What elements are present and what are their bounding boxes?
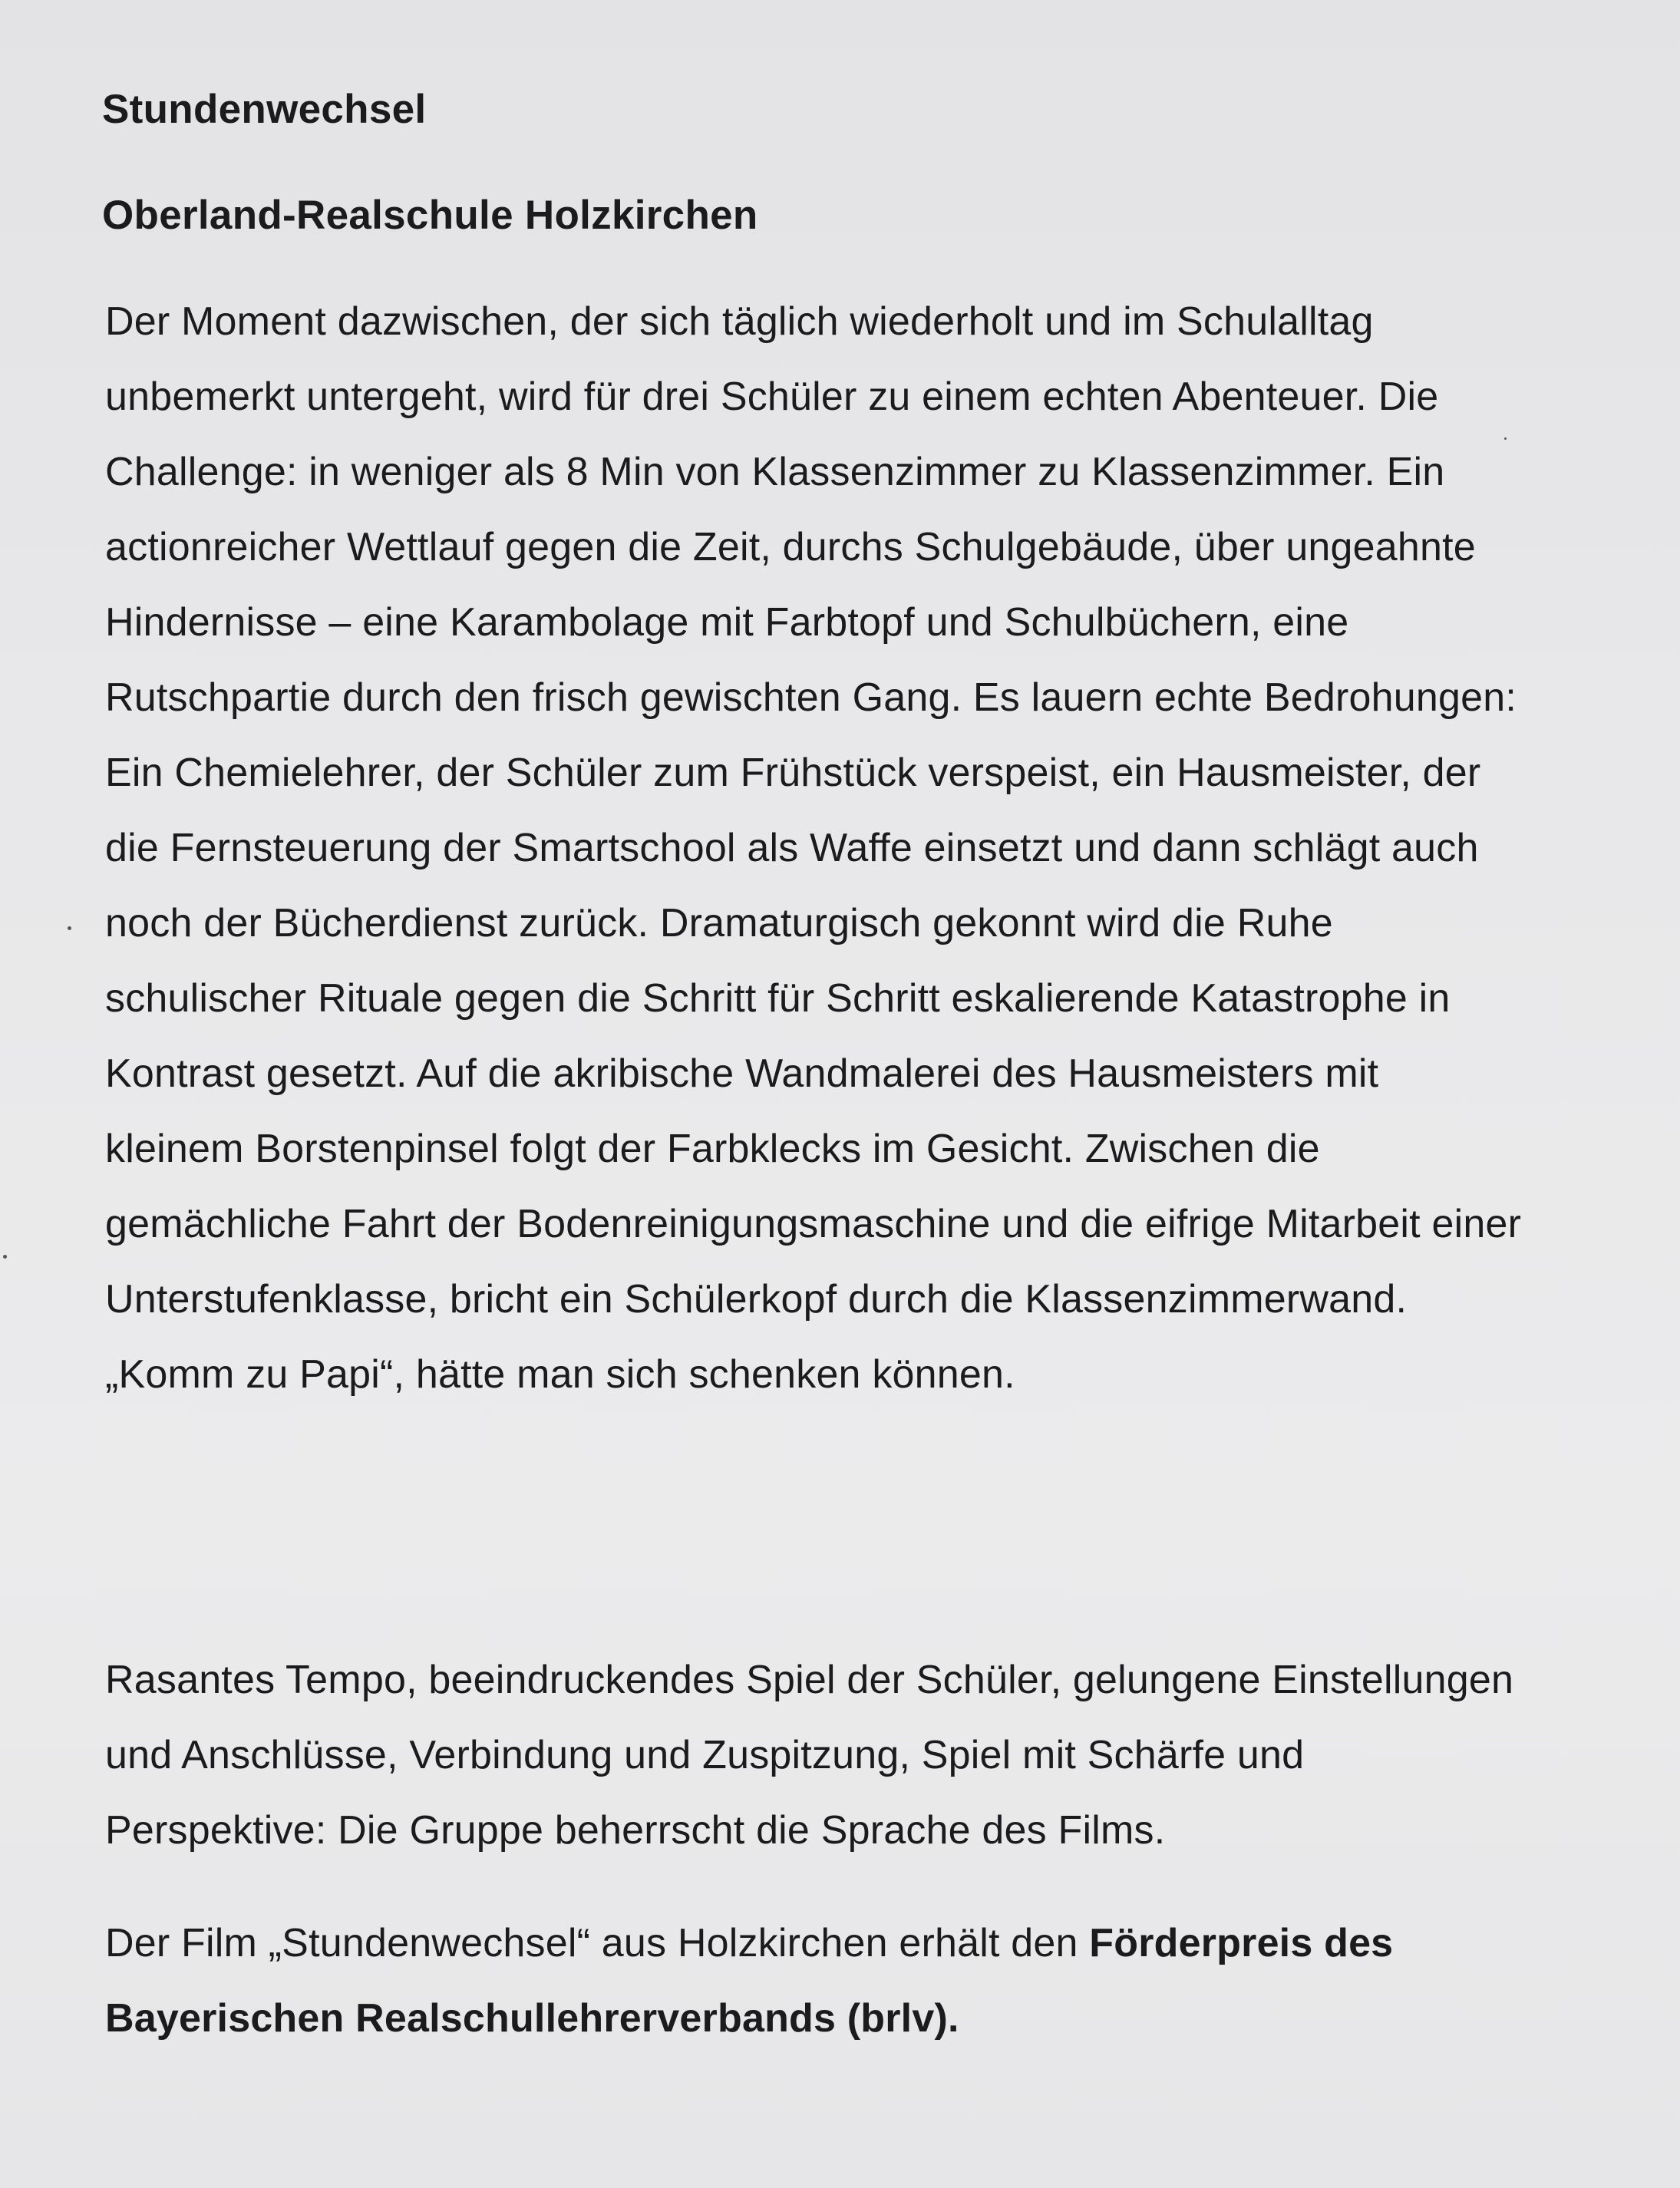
- award-intro-text: Der Film „Stundenwechsel“ aus Holzkirchen erhält den: [105, 1921, 1078, 1965]
- description-paragraph: Der Moment dazwischen, der sich täglich wiederholt und im Schulalltag unbemerkt untergeht, wird für drei Schüler zu einem echten Abenteuer. Die Challenge: in weniger als 8 Min von Klassenzimmer zu Klassenzimmer. Ein actionreicher Wettlauf gegen die Zeit, durchs Schulgebäude, über ungeahnte Hindernisse – eine Karambolage mit Farbtopf und Schulbüchern, eine Rutschpartie durch den frisch gewischten Gang. Es lauern echte Bedrohungen: Ein Chemielehrer, der Schüler zum Frühstück verspeist, ein Hausmeister, der die Fernsteuerung der Smartschool als Waffe einsetzt und dann schlägt auch noch der Bücherdienst zurück. Dramaturgisch gekonnt wird die Ruhe schulischer Rituale gegen die Schritt für Schritt eskalierende Katastrophe in Kontrast gesetzt. Auf die akribische Wandmalerei des Hausmeisters mit kleinem Borstenpinsel folgt der Farbklecks im Gesicht. Zwischen die gemächliche Fahrt der Bodenreinigungsmaschine und die eifrige Mitarbeit einer Unterstufenklasse, bricht ein Schülerkopf durch die Klassenzimmerwand. „Komm zu Papi“, hätte man sich schenken können.: [105, 299, 1522, 1397]
- award-paragraph: [105, 1906, 1525, 2056]
- paper-speck: [3, 1255, 7, 1259]
- document-title: Stundenwechsel: [102, 87, 427, 132]
- evaluation-paragraph: Rasantes Tempo, beeindruckendes Spiel der Schüler, gelungene Einstellungen und Anschlüsse, Verbindung und Zuspitzung, Spiel mit Schärfe und Perspektive: Die Gruppe beherrscht die Sprache des Films.: [105, 1658, 1514, 1853]
- paper-speck: [1504, 437, 1507, 440]
- award-name: Förderpreis des Bayerischen Realschullehrerverbands (brlv).: [105, 1921, 1394, 2041]
- paper-speck: [68, 926, 71, 930]
- school-name: Oberland-Realschule Holzkirchen: [102, 193, 758, 238]
